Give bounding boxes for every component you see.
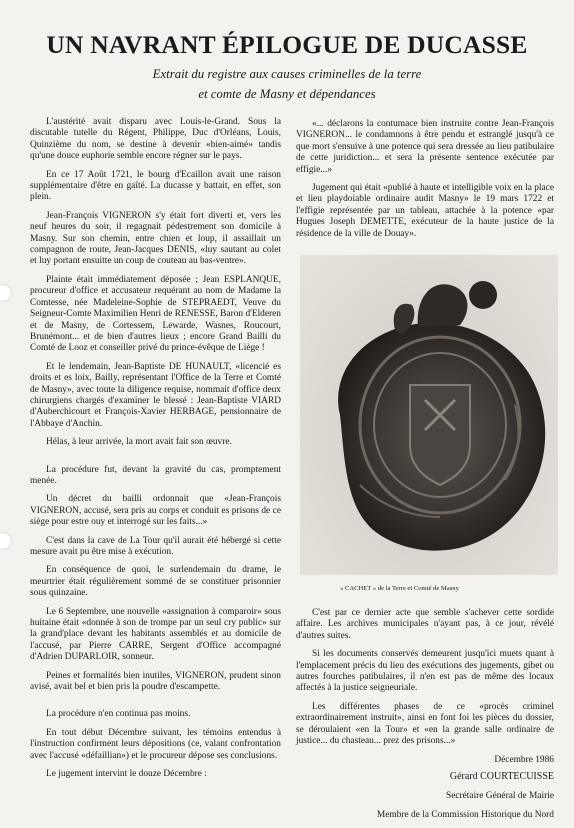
paragraph: Les différentes phases de ce «procès criminel extraordinairement instruit», ainsi en font foi les pièces du dossier, se déroulaient «en la Tour» et «en la grande salle ordinaire de justice... du chasteau... prez des prisons...» bbox=[296, 701, 554, 747]
paragraph: Le 6 Septembre, une nouvelle «assignation à comparoir» sous huitaine était «donnée à son de trompe par un seul cry public» sur la grand'place devant les habitants assemblés et au domicile de l'accusé, par Pierre CARRE, Sergent d'Office accompagné d'Adrien DUPARLOIR, sonneur. bbox=[30, 606, 281, 663]
author-name: Gérard COURTECUISSE bbox=[449, 771, 554, 783]
paragraph: Hélas, à leur arrivée, la mort avait fait son œuvre. bbox=[46, 437, 232, 448]
paragraph: Jugement qui était «publié à haute et intelligible voix en la place et lieu playdoiable ordinaire audit Masny» le 19 mars 1722 et l'effigie représentée par un tableau, attachée à la potence «par Hugues Joseph DEMETTE, exécuteur de la haute justice de la résidence de la ville de Douay». bbox=[296, 183, 554, 239]
paragraph: L'austérité avait disparu avec Louis-le-Grand. Sous la discutable tutelle du Régent, Philippe, Duc d'Orléans, Louis, Quinzième du nom, se destine à devenir «bien-aimé» tandis qu'une douce euphorie semble encore régner sur le pays. bbox=[30, 117, 281, 162]
paragraph: Un décret du bailli ordonnait que «Jean-François VIGNERON, accusé, sera pris au corps et conduit es prisons de ce siège pour estre ouy et interrogé sur les faits...» bbox=[30, 494, 281, 528]
left-column bbox=[30, 117, 281, 788]
author-role: Secrétaire Général de Mairie bbox=[445, 791, 554, 802]
subtitle bbox=[0, 64, 574, 104]
wax-seal-image bbox=[300, 255, 558, 575]
page-title: UN NAVRANT ÉPILOGUE DE DUCASSE bbox=[46, 30, 528, 59]
paragraph: C'est dans la cave de La Tour qu'il aurait été hébergé si cette mesure avait pu être mise à exécution. bbox=[30, 535, 281, 557]
right-column-top bbox=[296, 119, 554, 247]
punch-hole bbox=[0, 284, 12, 302]
subtitle-line-1: Extrait du registre aux causes criminelles de la terre bbox=[152, 67, 422, 81]
paragraph: Si les documents conservés demeurent jusqu'ici muets quant à l'emplacement précis du lieu des exécutions des jugements, gibet ou autres fourches patibulaires, il n'en est pas de même des locaux affectés à la justice seigneuriale. bbox=[296, 649, 554, 694]
paragraph: Et le lendemain, Jean-Baptiste DE HUNAULT, «licencié es droits et es loix, Bailly, représentant l'Office de la Terre et Comté de Masny», avec toute la diligence requise, nommait d'office deux chirurgiens chargés d'examiner le blessé : Jean-Baptiste VIARD d'Auberchicourt et François-Xavier HERBAGE, pensionnaire de l'Abbaye d'Anchin. bbox=[30, 361, 281, 429]
seal-caption: « CACHET » de la Terre et Comté de Masny bbox=[340, 585, 459, 592]
paragraph: Jean-François VIGNERON s'y était fort diverti et, vers les neuf heures du soir, il regagnait pédestrement son domicile à Masny. Sur son chemin, entre chien et loup, il assaillait un compagnon de route, Jean-Jacques DENIS, «luy sautant au colet et luy portant ensuitte un coup de couteau au bas-ventre». bbox=[30, 210, 281, 267]
article-date: Décembre 1986 bbox=[494, 755, 554, 766]
subtitle-line-2: et comte de Masny et dépendances bbox=[198, 87, 376, 101]
right-column-bottom bbox=[296, 608, 554, 828]
paragraph: Le jugement intervint le douze Décembre : bbox=[46, 769, 207, 780]
seal-photograph bbox=[300, 255, 558, 575]
paragraph: Peines et formalités bien inutiles, VIGNERON, prudent sinon avisé, avait bel et bien pris la poudre d'escampette. bbox=[30, 670, 281, 693]
paragraph: En conséquence de quoi, le surlendemain du drame, le meurtrier était régulièrement sommé de se constituer prisonnier sous quinzaine. bbox=[30, 565, 281, 599]
paragraph: C'est par ce dernier acte que semble s'achever cette sordide affaire. Les archives municipales n'ayant pas, à ce jour, révélé d'autres suites. bbox=[296, 608, 554, 641]
author-affiliation: Membre de la Commission Historique du Nord bbox=[376, 810, 554, 821]
paragraph: «... déclarons la contumace bien instruite contre Jean-François VIGNERON... le condamnons à être pendu et estranglé jusqu'à ce que mort s'ensuive à une potence qui sera dressée au lieu patibulaire de cette juridiction... et sera la présente sentence exécutée par effigie...» bbox=[296, 119, 554, 175]
paragraph: En tout début Décembre suivant, les témoins entendus à l'instruction confirment leurs dépositions (ce, valant confrontation avec l'accusé «défaillian») et le procureur dépose ses conclusions. bbox=[30, 727, 281, 761]
paragraph: En ce 17 Août 1721, le bourg d'Ecaillon avait une raison supplémentaire d'être en gaîté. La ducasse y battait, en effet, son plein. bbox=[30, 169, 281, 203]
paragraph: Plainte était immédiatement déposée ; Jean ESPLANQUE, procureur d'office et accusateur requérant au nom de Madame la Comtesse, née Madeleine-Sophie de STEPRAEDT, Veuve du Seigneur-Comte Maximilien Henri de RENESSE, Baron d'Elderen et de Masny, de Cortessem, Lewarde, Wasnes, Roucourt, Brunémont... et de bien d'autres lieux ; encore Grand Bailli du Comté de Looz et conseiller privé du prince-évêque de Liège ! bbox=[30, 274, 281, 354]
punch-hole bbox=[0, 532, 12, 550]
paragraph: La procédure n'en continua pas moins. bbox=[46, 709, 191, 720]
paragraph: La procédure fut, devant la gravité du cas, promptement menée. bbox=[30, 464, 281, 486]
